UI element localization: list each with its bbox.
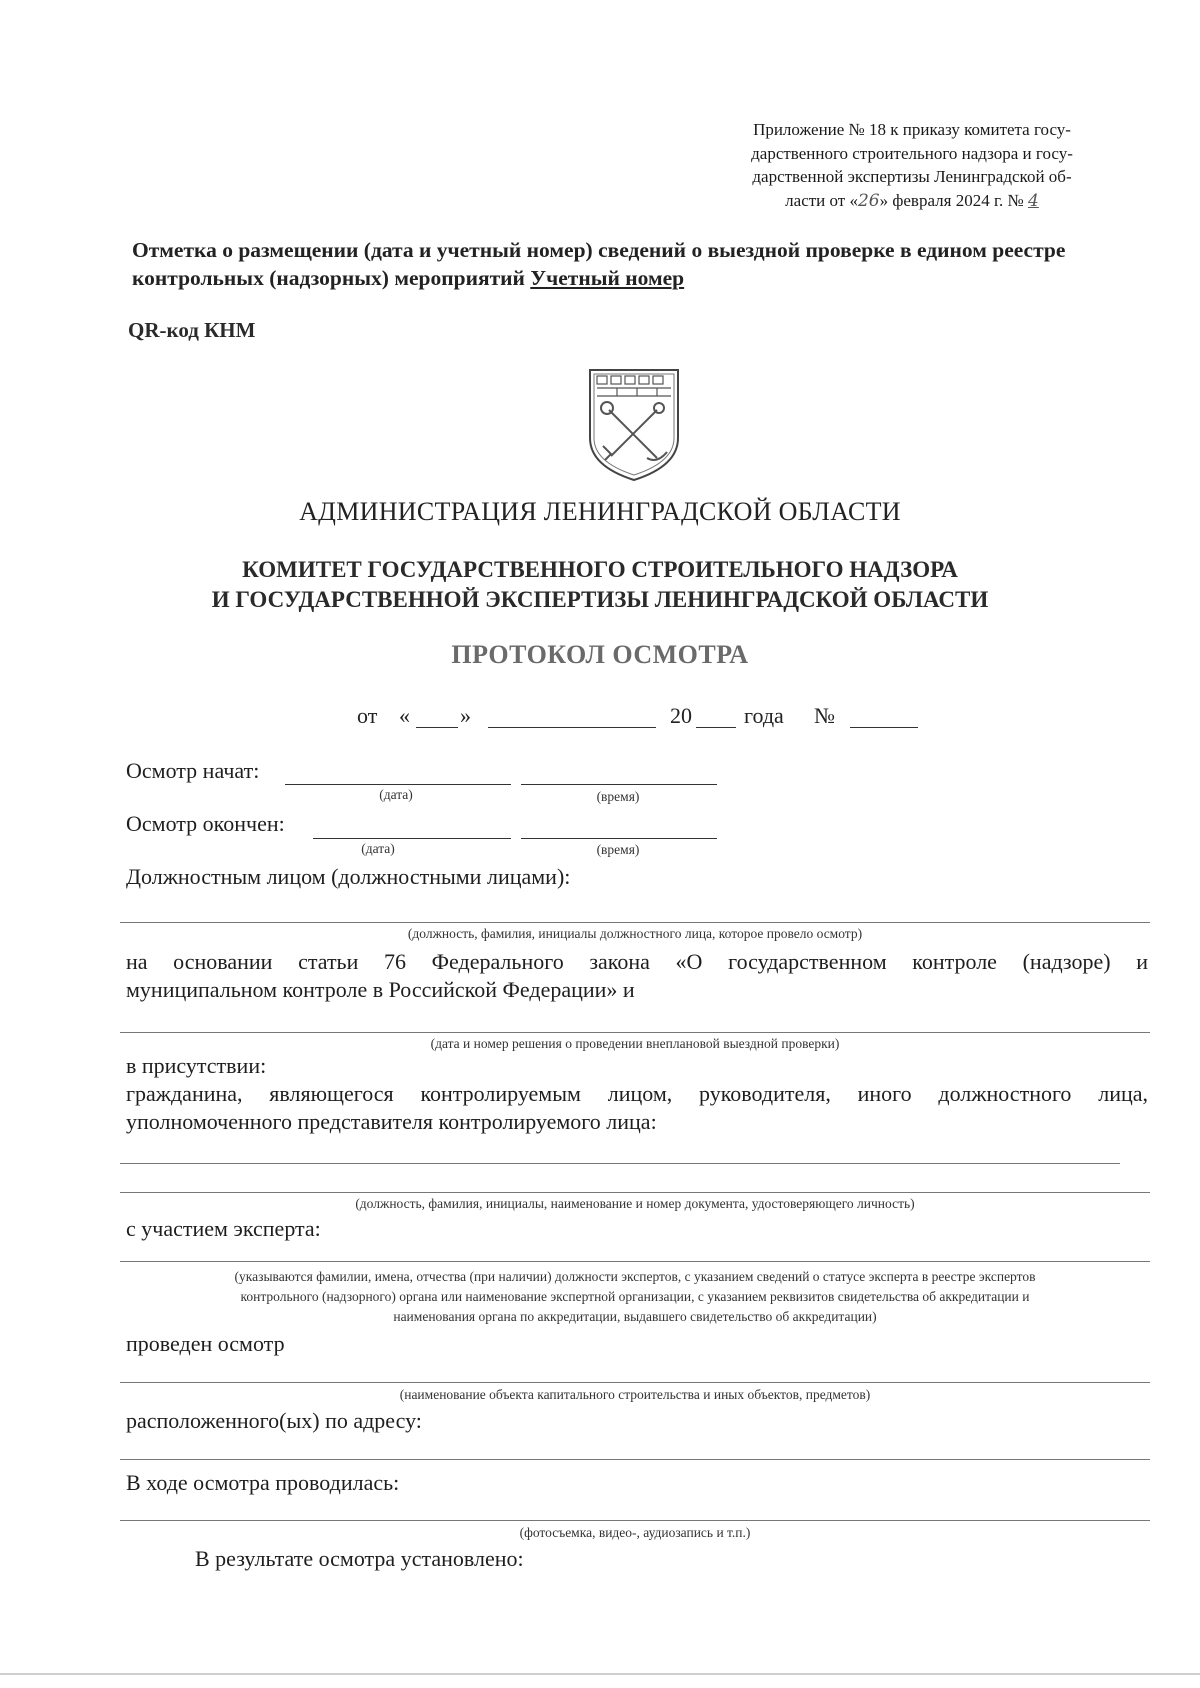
- registry-number-label: Учетный номер: [530, 266, 685, 290]
- start-time-field[interactable]: [521, 760, 717, 785]
- end-date-field[interactable]: [313, 814, 511, 839]
- protocol-date-line: от « » 20 года №: [0, 703, 1200, 733]
- officials-caption: (должность, фамилия, инициалы должностного лица, которое провело осмотр): [407, 926, 863, 941]
- page-bottom-edge: [0, 1673, 1200, 1675]
- basis-line: на основании статьи 76 Федерального закона «О государственном контроле (надзоре) и: [126, 949, 1148, 974]
- time-caption: (время): [596, 842, 640, 857]
- expert-field[interactable]: [120, 1261, 1150, 1262]
- officials-label: Должностным лицом (должностными лицами):: [126, 864, 571, 889]
- address-label: расположенного(ых) по адресу:: [126, 1408, 422, 1433]
- result-label: В результате осмотра установлено:: [195, 1546, 524, 1571]
- citizen-line: уполномоченного представителя контролируемого лица:: [126, 1109, 657, 1134]
- day-field[interactable]: [416, 703, 458, 728]
- decision-field[interactable]: [120, 1032, 1150, 1033]
- month-field[interactable]: [488, 703, 656, 728]
- object-field[interactable]: [120, 1382, 1150, 1383]
- administration-title: АДМИНИСТРАЦИЯ ЛЕНИНГРАДСКОЙ ОБЛАСТИ: [299, 497, 901, 526]
- officials-field[interactable]: [120, 922, 1150, 923]
- document-title: ПРОТОКОЛ ОСМОТРА: [451, 640, 749, 669]
- address-field[interactable]: [120, 1459, 1150, 1460]
- appendix-line: Приложение № 18 к приказу комитета госу-: [753, 120, 1071, 139]
- registry-mark: Отметка о размещении (дата и учетный номер) сведений о выездной проверке в едином реестре контрольных (надзорных) мероприятий Учетный номер: [132, 238, 1066, 290]
- person-field-2[interactable]: [120, 1192, 1150, 1193]
- person-field-1[interactable]: [120, 1163, 1120, 1164]
- media-caption: (фотосъемка, видео-, аудиозапись и т.п.): [519, 1525, 751, 1540]
- appendix-line: ласти от «26» февраля 2024 г. № 4: [785, 190, 1039, 211]
- expert-label: с участием эксперта:: [126, 1216, 321, 1241]
- basis-line: муниципальном контроле в Российской Федерации» и: [126, 977, 635, 1002]
- time-caption: (время): [596, 789, 640, 804]
- object-caption: (наименование объекта капитального строительства и иных объектов, предметов): [399, 1387, 871, 1402]
- protocol-number-field[interactable]: [850, 703, 918, 728]
- handwritten-number: 4: [1028, 190, 1039, 211]
- date-caption: (дата): [379, 787, 413, 802]
- committee-title: КОМИТЕТ ГОСУДАРСТВЕННОГО СТРОИТЕЛЬНОГО НАДЗОРА И ГОСУДАРСТВЕННОЙ ЭКСПЕРТИЗЫ ЛЕНИНГРАДСКОЙ ОБЛАСТИ: [211, 557, 989, 612]
- qr-code-label: QR-код КНМ: [128, 318, 256, 342]
- expert-caption: (указываются фамилии, имена, отчества (при наличии) должности экспертов, с указанием сведений о статусе эксперта в реестре экспертов контрольного (надзорного) органа или наименование экспертной организации, с указанием реквизитов свидетельства об аккредитации и наименования органа по аккредитации, выдавшего свидетельство об аккредитации): [234, 1269, 1036, 1324]
- citizen-line: гражданина, являющегося контролируемым лицом, руководителя, иного должностного лица,: [126, 1081, 1148, 1106]
- decision-caption: (дата и номер решения о проведении внеплановой выездной проверки): [430, 1036, 840, 1051]
- person-caption: (должность, фамилия, инициалы, наименование и номер документа, удостоверяющего личность): [355, 1196, 915, 1211]
- date-caption: (дата): [361, 841, 395, 856]
- end-time-field[interactable]: [521, 814, 717, 839]
- presence-label: в присутствии:: [126, 1053, 267, 1078]
- appendix-note: [700, 118, 1124, 213]
- coat-of-arms-icon: [587, 366, 681, 487]
- appendix-line: дарственной экспертизы Ленинградской об-: [752, 167, 1072, 186]
- appendix-line: дарственного строительного надзора и госу-: [751, 143, 1073, 163]
- inspection-ended-label: Осмотр окончен:: [126, 811, 285, 836]
- start-date-field[interactable]: [285, 760, 511, 785]
- media-field[interactable]: [120, 1520, 1150, 1521]
- inspection-started-label: Осмотр начат:: [126, 758, 260, 783]
- conducted-label: проведен осмотр: [126, 1331, 285, 1356]
- year-field[interactable]: [696, 703, 736, 728]
- during-label: В ходе осмотра проводилась:: [126, 1470, 400, 1495]
- handwritten-day: 26: [857, 190, 880, 211]
